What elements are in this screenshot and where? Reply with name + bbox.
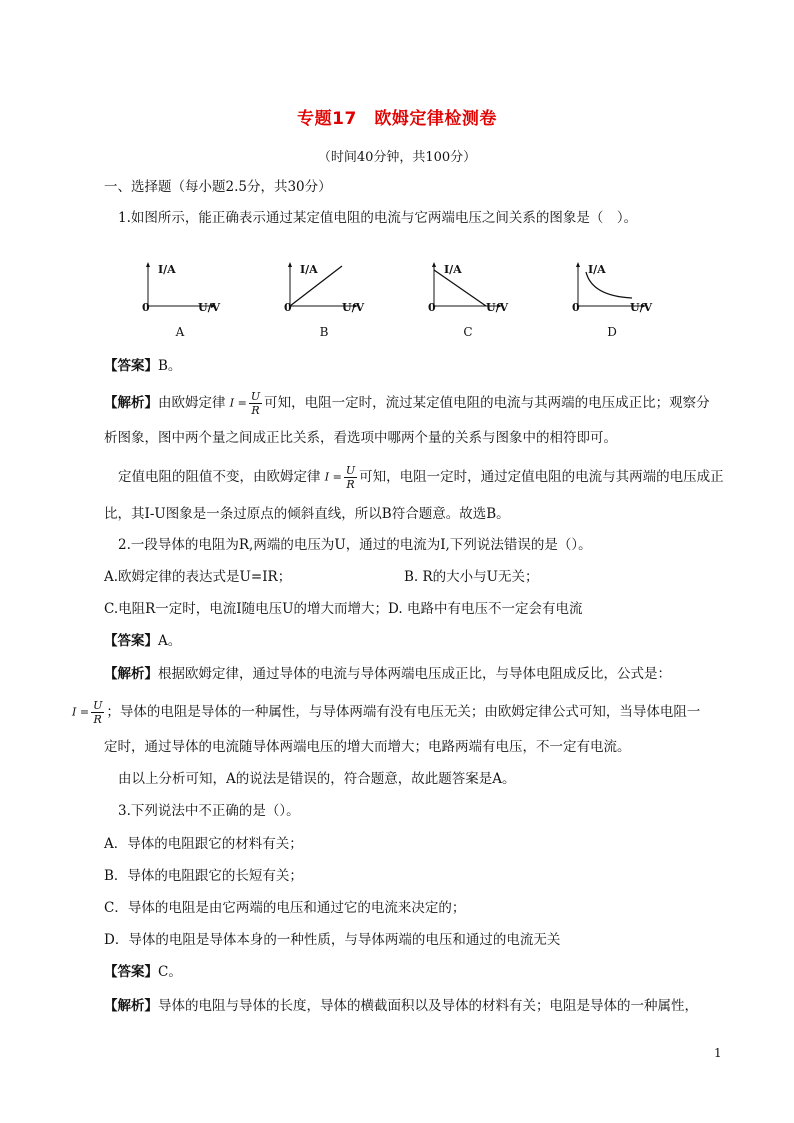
answer-tag: 【答案】 — [104, 633, 158, 649]
graph-b-x-label: U/V — [342, 301, 365, 314]
answer-text: A。 — [158, 633, 182, 649]
graph-c-origin: 0 — [428, 301, 436, 314]
q2-analysis-line1 — [104, 664, 671, 684]
graph-a-x-label: U/V — [198, 301, 221, 314]
formula-denominator: R — [93, 713, 102, 726]
analysis-text: 导体的电阻与导体的长度，导体的横截面积以及导体的材料有关；电阻是导体的一种属性， — [158, 998, 698, 1014]
y-axis-arrow — [576, 262, 580, 267]
formula-lhs: I = — [324, 470, 342, 484]
graph-d-y-label: I/A — [588, 263, 606, 276]
formula-fraction — [91, 699, 104, 726]
graph-c-label: C — [463, 325, 473, 339]
q1-stem: 1.如图所示，能正确表示通过某定值电阻的电流与它两端电压之间关系的图象是（ ）。 — [118, 210, 638, 226]
analysis-text: 可知，电阻一定时，流过某定值电阻的电流与其两端的电压成正比；观察分 — [264, 395, 710, 411]
graph-c-y-label: I/A — [444, 263, 462, 276]
q1-analysis2-line1 — [118, 464, 724, 491]
graph-c-x-label: U/V — [486, 301, 509, 314]
graph-a-label: A — [175, 325, 185, 339]
q2-answer — [104, 631, 181, 651]
q1-analysis2-line2: 比，其I-U图象是一条过原点的倾斜直线，所以B符合题意。故选B。 — [104, 506, 510, 522]
q2-stem: 2.一段导体的电阻为R,两端的电压为U，通过的电流为I,下列说法错误的是（）。 — [118, 537, 592, 553]
analysis-text: 根据欧姆定律，通过导体的电流与导体两端电压成正比，与导体电阻成反比，公式是： — [158, 666, 671, 682]
analysis-text: ；导体的电阻是导体的一种属性，与导体两端有没有电压无关；由欧姆定律公式可知，当导体电阻一 — [106, 704, 701, 720]
q3-stem: 3.下列说法中不正确的是（）。 — [118, 803, 300, 819]
answer-tag: 【答案】 — [104, 358, 158, 374]
q1-analysis-line1 — [104, 390, 710, 417]
graph-a-origin: 0 — [142, 301, 150, 314]
q3-option-a: A．导体的电阻跟它的材料有关； — [104, 836, 303, 852]
graph-b-label: B — [319, 325, 329, 339]
q2-option-b: B. R的大小与U无关； — [404, 569, 539, 585]
analysis-text: 由欧姆定律 — [158, 395, 226, 411]
answer-tag: 【答案】 — [104, 964, 158, 980]
formula-lhs: I = — [72, 705, 90, 719]
answer-text: C。 — [158, 964, 182, 980]
q2-analysis-line4: 由以上分析可知，A的说法是错误的，符合题意，故此题答案是A。 — [118, 771, 516, 787]
q3-analysis-line1 — [104, 996, 698, 1016]
formula-numerator: U — [345, 464, 356, 477]
q3-answer — [104, 962, 182, 982]
graph-b-y-label: I/A — [300, 263, 318, 276]
page-subtitle: （时间40分钟，共100分） — [317, 150, 477, 165]
q2-option-a: A.欧姆定律的表达式是U=IR； — [104, 569, 292, 585]
formula-denominator: R — [251, 404, 260, 417]
section-heading: 一、选择题（每小题2.5分，共30分） — [104, 179, 332, 195]
q3-option-d: D．导体的电阻是导体本身的一种性质，与导体两端的电压和通过的电流无关 — [104, 932, 561, 948]
formula-lhs: I = — [229, 396, 247, 410]
formula-fraction — [344, 464, 357, 491]
q3-option-c: C．导体的电阻是由它两端的电压和通过它的电流来决定的； — [104, 900, 466, 916]
analysis-text: 定值电阻的阻值不变，由欧姆定律 — [118, 469, 321, 485]
page-title: 专题17 欧姆定律检测卷 — [297, 109, 497, 129]
q2-analysis-line2 — [72, 699, 700, 726]
formula-denominator: R — [346, 478, 355, 491]
graph-d-x-label: U/V — [630, 301, 653, 314]
analysis-tag: 【解析】 — [104, 666, 158, 682]
q3-option-b: B．导体的电阻跟它的长短有关； — [104, 868, 303, 884]
y-axis-arrow — [146, 262, 150, 267]
graph-b-origin: 0 — [284, 301, 292, 314]
analysis-tag: 【解析】 — [104, 998, 158, 1014]
analysis-text: 可知，电阻一定时，通过定值电阻的电流与其两端的电压成正 — [359, 469, 724, 485]
graph-a-y-label: I/A — [158, 263, 176, 276]
graph-d-label: D — [607, 325, 617, 339]
page-number: 1 — [714, 1046, 722, 1060]
formula-fraction — [249, 390, 262, 417]
y-axis-arrow — [288, 262, 292, 267]
analysis-tag: 【解析】 — [104, 395, 158, 411]
formula-numerator: U — [93, 699, 103, 712]
answer-text: B。 — [158, 358, 182, 374]
q2-analysis-line3: 定时，通过导体的电流随导体两端电压的增大而增大；电路两端有电压，不一定有电流。 — [104, 739, 631, 755]
q2-option-cd: C.电阻R一定时，电流I随电压U的增大而增大；D. 电路中有电压不一定会有电流 — [104, 601, 583, 617]
formula-numerator: U — [250, 390, 261, 403]
graph-d-origin: 0 — [572, 301, 580, 314]
q1-analysis-line2: 析图象，图中两个量之间成正比关系，看选项中哪两个量的关系与图象中的相符即可。 — [104, 430, 617, 446]
q1-answer — [104, 356, 181, 376]
y-axis-arrow — [432, 262, 436, 267]
